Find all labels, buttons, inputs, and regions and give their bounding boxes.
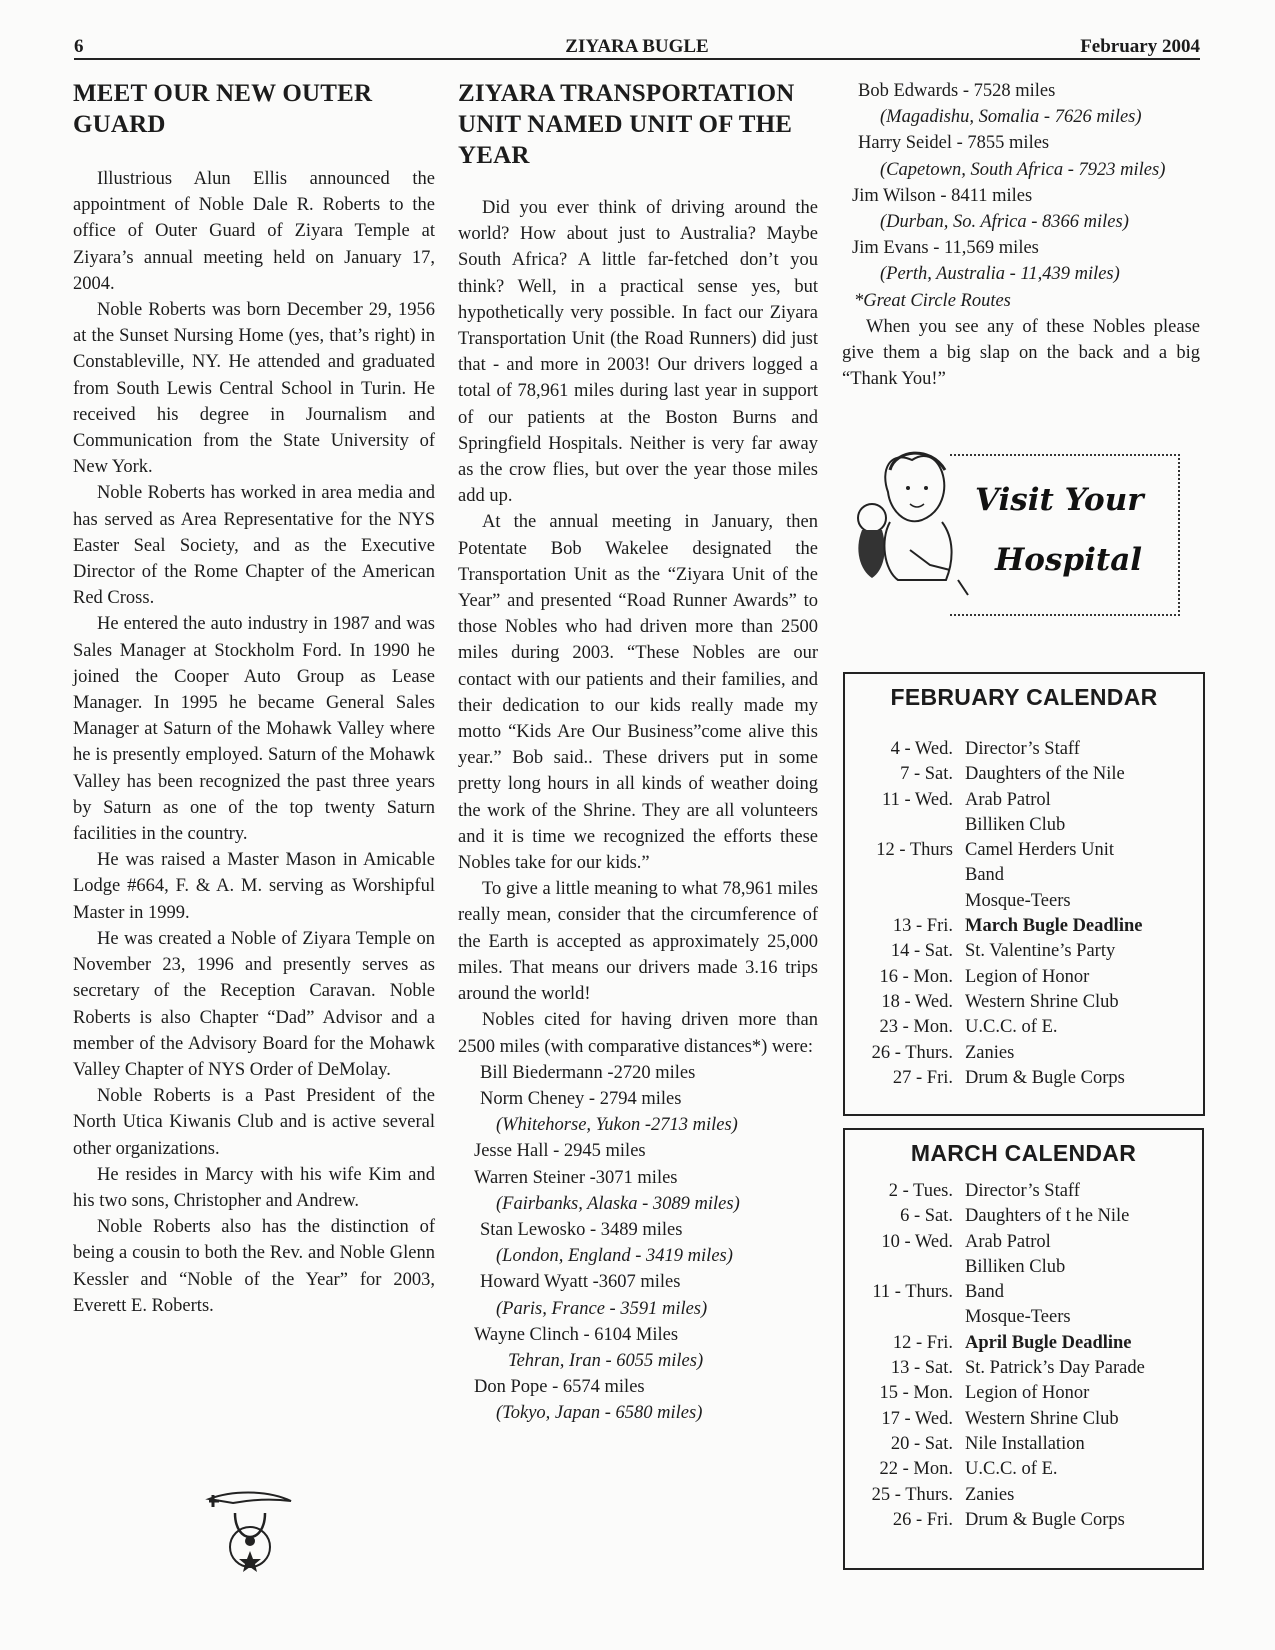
article-transportation-unit (458, 78, 818, 1427)
event-date: 13 - Sat. (890, 1358, 953, 1379)
calendar-row (845, 1407, 1202, 1432)
promo-line1: Visit Your (975, 482, 1144, 518)
calendar-row (845, 737, 1203, 762)
event-name: U.C.C. of E. (965, 1017, 1058, 1038)
page-header (74, 36, 1200, 60)
driver-name: Wayne Clinch - 6104 Miles (474, 1324, 679, 1345)
issue-date: February 2004 (1080, 36, 1200, 57)
event-name: Western Shrine Club (965, 1408, 1119, 1429)
driver-name: Harry Seidel - 7855 miles (858, 133, 1050, 154)
paragraph: Illustrious Alun Ellis announced the appointment of Noble Dale R. Roberts to the office of Outer Guard of Ziyara Temple at Ziyara’s annual meeting held on January 17, 2004. (73, 169, 435, 294)
event-date: 13 - Fri. (892, 916, 953, 937)
event-name: Billiken Club (965, 814, 1066, 835)
event-date: 16 - Mon. (879, 966, 953, 987)
paragraph: Noble Roberts also has the distinction of being a cousin to both the Rev. and Noble Glenn Kessler and “Noble of the Year” for 2003, Everett E. Roberts. (73, 1217, 435, 1316)
calendar-row (845, 762, 1203, 787)
calendar-row (845, 788, 1203, 813)
driver-name: Don Pope - 6574 miles (474, 1377, 645, 1398)
driver-comparison: (Paris, France - 3591 miles) (496, 1298, 708, 1319)
calendar-row (845, 1015, 1203, 1040)
event-date: 15 - Mon. (879, 1383, 953, 1404)
driver-name: Bob Edwards - 7528 miles (858, 81, 1056, 101)
calendar-row (845, 1457, 1202, 1482)
calendar-row (845, 1356, 1202, 1381)
article-continued (842, 78, 1200, 392)
driver-name: Jim Evans - 11,569 miles (852, 238, 1039, 259)
calendar-row (845, 1041, 1203, 1066)
article-title: ZIYARA TRANSPORTATION UNIT NAMED UNIT OF THE YEAR (458, 80, 795, 169)
event-date: 25 - Thurs. (871, 1484, 953, 1505)
event-name: U.C.C. of E. (965, 1459, 1058, 1480)
paragraph: Noble Roberts is a Past President of the North Utica Kiwanis Club and is active several other organizations. (73, 1086, 435, 1159)
february-calendar (843, 672, 1205, 1116)
driver-list (458, 1060, 818, 1427)
event-name: Legion of Honor (965, 1383, 1090, 1404)
event-date: 11 - Thurs. (872, 1282, 953, 1303)
calendar-row (845, 1179, 1202, 1204)
calendar-row (845, 813, 1203, 838)
calendar-row (845, 1204, 1202, 1229)
event-name: Daughters of the Nile (965, 764, 1125, 785)
event-name: Director’s Staff (965, 1181, 1080, 1201)
driver-comparison: (Whitehorse, Yukon -2713 miles) (496, 1115, 738, 1136)
calendar-row (845, 1255, 1202, 1280)
calendar-row (845, 1381, 1202, 1406)
event-date: 23 - Mon. (879, 1017, 953, 1038)
event-date: 14 - Sat. (890, 941, 953, 962)
driver-name: Stan Lewosko - 3489 miles (480, 1219, 683, 1240)
driver-name: Jesse Hall - 2945 miles (474, 1141, 646, 1162)
calendar-row (845, 838, 1203, 863)
calendar-row (845, 990, 1203, 1015)
calendar-row (845, 1305, 1202, 1330)
paragraph: To give a little meaning to what 78,961 miles really mean, consider that the circumference of the Earth is accepted as approximately 25,000 miles. That means our drivers made 3.16 trips around the world! (458, 879, 818, 1005)
paragraph: He entered the auto industry in 1987 and was Sales Manager at Stockholm Ford. In 1990 he joined the Cooper Auto Group as Lease Manager. In 1995 he became General Sales Manager at Saturn of the Mohawk Valley where he is presently employed. Saturn of the Mohawk Valley has been recognized the past three years by Saturn as one of the top twenty Saturn facilities in the country. (73, 614, 435, 845)
closing-paragraph: When you see any of these Nobles please give them a big slap on the back and a big “Thank You!” (842, 316, 1200, 390)
event-name: Director’s Staff (965, 739, 1080, 759)
event-name: Western Shrine Club (965, 991, 1119, 1012)
paragraph: He resides in Marcy with his wife Kim and his two sons, Christopher and Andrew. (73, 1164, 435, 1211)
calendar-row (845, 1508, 1202, 1533)
event-date: 10 - Wed. (881, 1231, 953, 1252)
promo-frame (950, 454, 1180, 616)
promo-line2: Hospital (995, 542, 1143, 578)
paragraph: He was raised a Master Mason in Amicable Lodge #664, F. & A. M. serving as Worshipful Master in 1999. (73, 850, 435, 923)
calendar-row (845, 889, 1203, 914)
event-name: Legion of Honor (965, 966, 1090, 987)
calendar-row (845, 863, 1203, 888)
event-date: 12 - Thurs (876, 840, 953, 861)
calendar-row (845, 1483, 1202, 1508)
calendar-row (845, 1331, 1202, 1356)
driver-list (842, 78, 1200, 288)
event-name: Camel Herders Unit (965, 840, 1114, 861)
calendar-row (845, 1280, 1202, 1305)
event-date: 26 - Fri. (892, 1509, 953, 1530)
event-name: Zanies (965, 1484, 1015, 1505)
paragraph: Nobles cited for having driven more than 2500 miles (with comparative distances*) were: (458, 1010, 818, 1057)
paragraph: Noble Roberts was born December 29, 1956 at the Sunset Nursing Home (yes, that’s right) in Constableville, NY. He attended and graduated from South Lewis Central School in Turin. He received his degree in Journalism and Communication from the State University of New York. (73, 300, 435, 478)
event-date: 27 - Fri. (892, 1067, 953, 1088)
calendar-row (845, 914, 1203, 939)
event-date: 12 - Fri. (892, 1332, 953, 1353)
event-name: St. Valentine’s Party (965, 941, 1116, 962)
driver-name: Bill Biedermann -2720 miles (480, 1062, 696, 1083)
calendar-title: FEBRUARY CALENDAR (890, 684, 1158, 710)
event-date: 2 - Tues. (888, 1181, 953, 1201)
paragraph: He was created a Noble of Ziyara Temple on November 23, 1996 and presently serves as secretary of the Reception Caravan. Noble Roberts is also Chapter “Dad” Advisor and a member of the Advisory Board for the Mohawk Valley Chapter of NYS Order of DeMolay. (73, 928, 435, 1080)
driver-name: Norm Cheney - 2794 miles (480, 1088, 682, 1109)
driver-comparison: (Tokyo, Japan - 6580 miles) (496, 1403, 703, 1424)
driver-name: Jim Wilson - 8411 miles (852, 185, 1033, 206)
header-rule (74, 58, 1200, 60)
publication-title: ZIYARA BUGLE (565, 36, 709, 57)
event-name: St. Patrick’s Day Parade (965, 1358, 1145, 1379)
event-name: Drum & Bugle Corps (965, 1509, 1125, 1530)
driver-comparison: (London, England - 3419 miles) (496, 1246, 733, 1267)
calendar-row (845, 1432, 1202, 1457)
event-name: Arab Patrol (965, 1231, 1051, 1252)
page-number: 6 (74, 36, 84, 57)
calendar-row (845, 1230, 1202, 1255)
event-date: 11 - Wed. (882, 789, 953, 810)
event-name: April Bugle Deadline (965, 1332, 1132, 1353)
event-name: Daughters of t he Nile (965, 1206, 1130, 1227)
event-name: Nile Installation (965, 1433, 1085, 1454)
event-date: 17 - Wed. (881, 1408, 953, 1429)
driver-comparison: Tehran, Iran - 6055 miles) (508, 1350, 704, 1371)
event-name: Band (965, 865, 1005, 886)
event-name: March Bugle Deadline (965, 916, 1143, 937)
event-name: Billiken Club (965, 1256, 1066, 1277)
event-date: 18 - Wed. (881, 991, 953, 1012)
calendar-title: MARCH CALENDAR (910, 1140, 1137, 1166)
driver-comparison: (Durban, So. Africa - 8366 miles) (880, 212, 1129, 233)
shrine-emblem-icon (205, 1485, 295, 1575)
calendar-row (845, 1066, 1203, 1091)
paragraph: Noble Roberts has worked in area media and has served as Area Representative for the NYS Easter Seal Society, and as the Executive Director of the Rome Chapter of the American Red Cross. (73, 483, 435, 609)
event-name: Arab Patrol (965, 789, 1051, 810)
driver-name: Warren Steiner -3071 miles (474, 1167, 678, 1188)
footnote: *Great Circle Routes (854, 290, 1011, 311)
calendar-row (845, 939, 1203, 964)
event-date: 4 - Wed. (890, 739, 953, 759)
event-date: 7 - Sat. (900, 764, 953, 785)
event-name: Mosque-Teers (965, 1307, 1071, 1328)
event-name: Mosque-Teers (965, 890, 1071, 911)
driver-comparison: (Magadishu, Somalia - 7626 miles) (880, 107, 1142, 128)
paragraph: Did you ever think of driving around the world? How about just to Australia? Maybe South Africa? A little far-fetched don’t you think? Well, in a practical sense yes, but hypothetically very possible. In fact our Ziyara Transportation Unit (the Road Runners) did just that - and more in 2003! Our drivers logged a total of 78,961 miles during last year in support of our patients at the Boston Burns and Springfield Hospitals. Neither is very far away as the crow flies, but over the year those miles add up. (458, 198, 818, 507)
calendar-row (845, 965, 1203, 990)
march-calendar (843, 1128, 1204, 1570)
event-name: Band (965, 1282, 1005, 1303)
visit-hospital-promo (850, 430, 1190, 620)
event-name: Zanies (965, 1042, 1015, 1063)
event-date: 6 - Sat. (900, 1206, 953, 1227)
event-name: Drum & Bugle Corps (965, 1067, 1125, 1088)
driver-name: Howard Wyatt -3607 miles (480, 1272, 681, 1293)
article-title: MEET OUR NEW OUTER GUARD (73, 80, 373, 138)
driver-comparison: (Fairbanks, Alaska - 3089 miles) (496, 1193, 740, 1214)
event-date: 26 - Thurs. (871, 1042, 953, 1063)
event-date: 22 - Mon. (879, 1459, 953, 1480)
driver-comparison: (Capetown, South Africa - 7923 miles) (880, 159, 1166, 180)
driver-comparison: (Perth, Australia - 11,439 miles) (880, 264, 1120, 285)
paragraph: At the annual meeting in January, then Potentate Bob Wakelee designated the Transportation Unit as the “Ziyara Unit of the Year” and presented “Road Runner Awards” to those Nobles who had driven more than 2500 miles during 2003. “These Nobles are our contact with our patients and their families, and their dedication to our kids really made my motto “Kids Are Our Business”come alive this year.” Bob said.. These drivers put in some pretty long hours in all kinds of weather doing the work of the Shrine. They are all volunteers and it is time we recognized the efforts these Nobles take for our kids.” (458, 512, 818, 874)
article-outer-guard (73, 78, 435, 1319)
event-date: 20 - Sat. (890, 1433, 953, 1454)
